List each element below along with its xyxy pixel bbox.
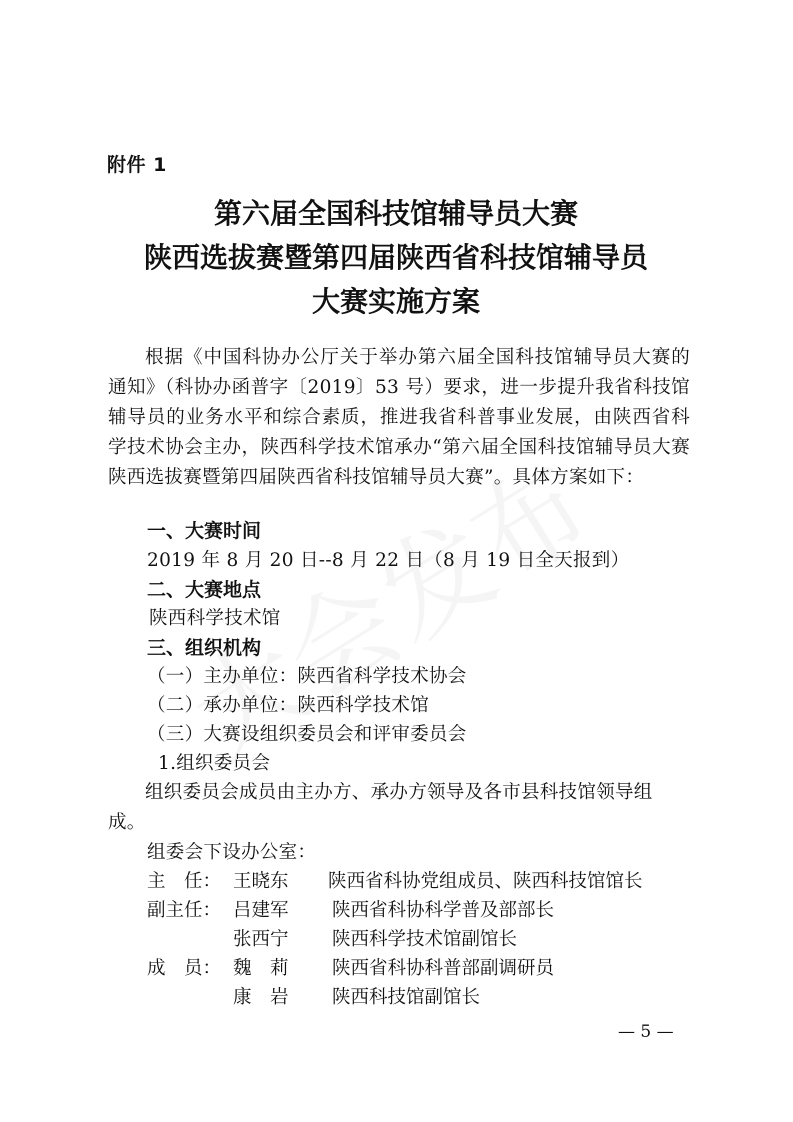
section-heading-time: 一、大赛时间: [147, 520, 262, 542]
intro-paragraph: 根据《中国科协办公厅关于举办第六届全国科技馆辅导员大赛的通知》（科协办函普字〔2019〕53 号）要求，进一步提升我省科技馆辅导员的业务水平和综合素质，推进我省科普事业发展，由陕西省科学技术协会主办，陕西科学技术馆承办“第六届全国科技馆辅导员大赛陕西选拔赛暨第四届陕西省科技馆辅导员大赛”。具体方案如下：: [108, 347, 690, 488]
attachment-label: 附件 1: [107, 154, 167, 176]
section-heading-organization: 三、组织机构: [147, 637, 262, 659]
venue-text: 陕西科学技术馆: [149, 608, 281, 629]
section-heading-venue: 二、大赛地点: [147, 579, 262, 601]
member-position: 陕西科技馆副馆长: [332, 987, 481, 1008]
member-role: 副主任：: [147, 900, 222, 921]
member-name: 王晓东: [233, 871, 289, 892]
member-role: 成 员：: [147, 958, 222, 979]
member-position: 陕西省科协党组成员、陕西科技馆馆长: [328, 871, 643, 892]
title-line-3: 大赛实施方案: [311, 285, 480, 318]
time-text: 2019 年 8 月 20 日--8 月 22 日（8 月 19 日全天报到）: [147, 550, 630, 571]
title-line-1: 第六届全国科技馆辅导员大赛: [213, 197, 578, 230]
document-title: [96, 192, 696, 324]
org-item-organizer: （二）承办单位：陕西科学技术馆: [147, 695, 430, 716]
member-name: 魏 莉: [233, 958, 289, 979]
member-position: 陕西科学技术馆副馆长: [332, 929, 518, 950]
member-name: 吕建军: [233, 900, 289, 921]
member-name: 张西宁: [233, 929, 289, 950]
org-item-host: （一）主办单位：陕西省科学技术协会: [147, 666, 467, 687]
committee-heading: 1.组织委员会: [158, 753, 271, 774]
title-line-2: 陕西选拔赛暨第四届陕西省科技馆辅导员: [143, 241, 648, 274]
member-position: 陕西省科协科普部副调研员: [332, 958, 555, 979]
member-role: 主 任：: [147, 871, 222, 892]
committee-paragraph: 组织委员会成员由主办方、承办方领导及各市县科技馆领导组成。: [108, 782, 653, 833]
office-line: 组委会下设办公室：: [147, 842, 317, 863]
member-name: 康 岩: [233, 987, 289, 1008]
page-number: — 5 —: [618, 1022, 674, 1042]
member-position: 陕西省科协科学普及部部长: [332, 900, 555, 921]
org-item-committees: （三）大赛设组织委员会和评审委员会: [147, 724, 467, 745]
